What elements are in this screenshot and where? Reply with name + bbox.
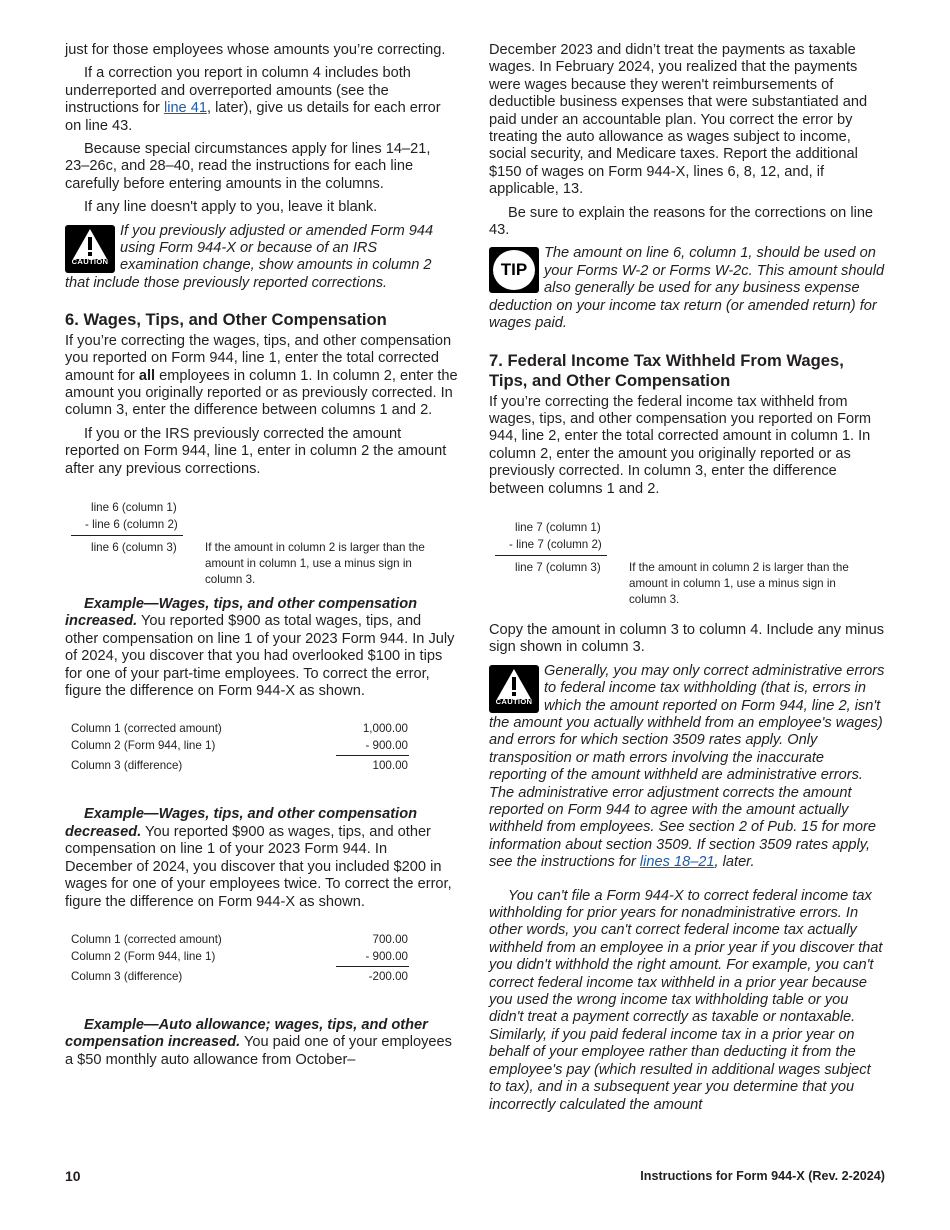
paragraph: If you or the IRS previously corrected the amount reported on Form 944, line 1, enter in column 2 the amount after any previous corrections. [65,425,447,477]
paragraph: Be sure to explain the reasons for the corrections on line 43. [489,204,874,239]
page-number: 10 [65,1168,81,1184]
example-2-table [65,921,458,1017]
table-cell: - 900.00 [365,949,408,963]
table-cell: Column 3 (difference) [71,969,183,983]
right-column [489,42,885,1120]
section-7-heading: 7. Federal Income Tax Withheld From Wages, Tips, and Other Compensation [489,350,844,390]
left-column [65,42,458,1075]
table-cell: Column 2 (Form 944, line 1) [71,949,216,963]
line-6-worksheet [65,484,458,596]
paragraph: If you’re correcting the wages, tips, and other compensation you reported on Form 944, line 1, enter the total corrected amount for all employees in column 1. In column 2, enter the amount you originally reported or as previously corrected. In column 3, enter the difference between columns 1 and 2. [65,332,458,419]
paragraph: December 2023 and didn’t treat the payments as taxable wages. In February 2024, you realized that the payments were wages because they weren't reimbursements of deductible business expenses that were substantiated and paid under an accountable plan. You correct the error by treating the auto allowance as wages subject to income, social security, and Medicare taxes. Report the additional $150 of wages on Form 944-X, lines 6, 8, 12, and, if applicable, 13. [489,42,868,198]
worksheet-row: line 6 (column 1) [91,501,177,515]
table-cell: Column 3 (difference) [71,759,183,773]
worksheet-row: line 6 (column 3) [91,541,177,555]
table-cell: - 900.00 [365,739,408,753]
paragraph: If a correction you report in column 4 includes both underreported and overreported amounts (see the instructions for line 41, later), give us details for each error on line 43. [65,65,441,134]
paragraph: Because special circumstances apply for lines 14–21, 23–26c, and 28–40, read the instructions for each line carefully before entering amounts in the columns. [65,141,431,192]
worksheet-note: If the amount in column 2 is larger than the amount in column 1, use a minus sign in column 3. [205,541,425,587]
tip-icon: TIP [489,247,539,293]
table-cell: 1,000.00 [362,722,408,736]
worksheet-row: line 7 (column 3) [515,560,601,574]
paragraph: If any line doesn't apply to you, leave it blank. [84,199,378,216]
section-6-heading: 6. Wages, Tips, and Other Compensation [65,310,387,330]
paragraph: just for those employees whose amounts you’re correcting. [65,42,446,58]
example-paragraph: Example—Wages, tips, and other compensation increased. You reported $900 as total wages, tips, and other compensation on line 1 of your 2023 Form 944. In July of 2024, you discover that you had overlooked $100 in tips for one of your part-time employees. To correct the error, figure the difference on Form 944-X as shown. [65,596,455,700]
table-cell: Column 1 (corrected amount) [71,722,222,736]
lines-18-21-link[interactable]: lines 18–21 [639,854,715,871]
caution-note: CAUTION If you previously adjusted or amended Form 944 using Form 944-X or because of an IRS examination change, show amounts in column 2 that include those previously reported corrections. [65,222,434,291]
example-paragraph: Example—Wages, tips, and other compensation decreased. You reported $900 as wages, tips, and other compensation on line 1 of your 2023 Form 944. In December of 2024, you discover that you included $200 in wages for one of your employees twice. To correct the error, figure the difference on Form 944-X as shown. [65,806,452,910]
table-cell: -200.00 [368,969,408,983]
worksheet-row: - line 6 (column 2) [85,518,178,532]
worksheet-note: If the amount in column 2 is larger than the amount in column 1, use a minus sign in column 3. [629,560,849,606]
line-41-link[interactable]: line 41 [163,100,207,117]
paragraph: You can't file a Form 944-X to correct federal income tax withholding for prior years for nonadministrative errors. In other words, you can't correct federal income tax actually withheld from an employee in a prior year if you discover that you didn't withhold the right amount. For example, you can't correct federal income tax withheld in a prior year because you used the wrong income tax withholding table or you didn't treat a payment correctly as taxable or nontaxable. Similarly, if you paid federal income tax in a prior year on behalf of your employee rather than deducting it from the employee's pay (which resulted in additional wages subject to tax), and in a subsequent year you determine that you incorrectly calculated the amount [489,887,883,1113]
example-1-table [65,710,458,806]
paragraph: Copy the amount in column 3 to column 4. Include any minus sign shown in column 3. [489,621,885,656]
paragraph: If you’re correcting the federal income tax withheld from wages, tips, and other compensation you reported on Form 944, line 2, enter the total corrected amount in column 1. In column 2, enter the amount you originally reported or as previously corrected. In column 3, enter the difference between columns 1 and 2. [489,393,872,497]
table-cell: Column 2 (Form 944, line 1) [71,739,216,753]
table-cell: 100.00 [372,759,408,773]
caution-icon: CAUTION [489,665,539,713]
caution-icon: CAUTION [65,225,115,273]
worksheet-row: - line 7 (column 2) [509,537,602,551]
tip-note: TIP The amount on line 6, column 1, should be used on your Forms W-2 or Forms W-2c. This amount should also generally be used for any business expense deduction on your income tax return (or amended return) for wages paid. [489,245,885,332]
footer-title: Instructions for Form 944-X (Rev. 2-2024) [640,1169,885,1183]
caution-note: CAUTION Generally, you may only correct administrative errors to federal income tax withholding (that is, errors in which the amount reported on Form 944, line 2, isn't the amount you actually withheld from an employee's wages) and errors for which section 3509 rates apply. Only transposition or math errors involving the inaccurate reporting of the amount withheld are administrative errors. The administrative error adjustment corrects the amount reported on Form 944 to agree with the amount actually withheld from employees. See section 2 of Pub. 15 for more information about section 3509. If section 3509 rates apply, see the instructions for lines 18–21, later. [489,662,885,871]
table-cell: Column 1 (corrected amount) [71,932,222,946]
worksheet-row: line 7 (column 1) [515,520,601,534]
table-cell: 700.00 [372,932,408,946]
line-7-worksheet [489,504,885,622]
example-paragraph: Example—Auto allowance; wages, tips, and other compensation increased. You paid one of your employees a $50 monthly auto allowance from October– [65,1016,452,1068]
